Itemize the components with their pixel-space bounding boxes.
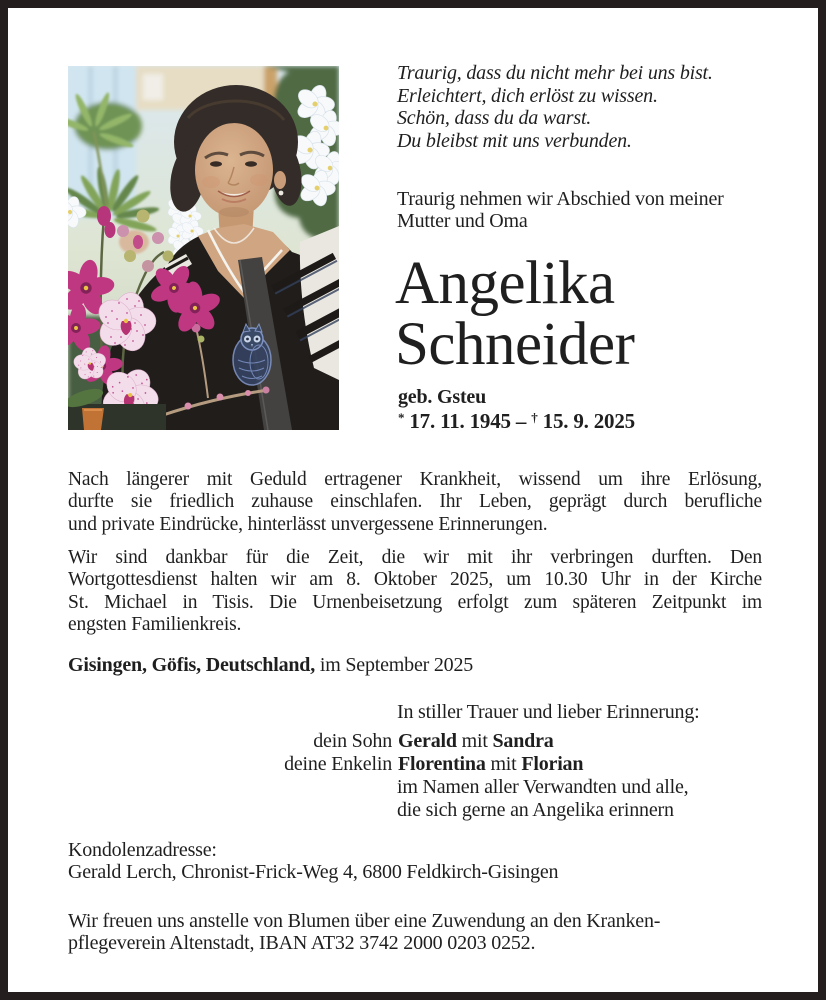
dates-separator: – bbox=[515, 409, 527, 433]
relatives-list bbox=[68, 730, 762, 775]
poem bbox=[397, 62, 713, 152]
poem-line: Erleichtert, dich erlöst zu wissen. bbox=[397, 84, 658, 107]
death-symbol: † bbox=[531, 410, 538, 425]
portrait-photo-illustration bbox=[68, 66, 339, 430]
donation-line: Wir freuen uns anstelle von Blumen über eine Zuwendung an den Kranken- bbox=[68, 910, 661, 932]
poem-line: Schön, dass du da warst. bbox=[397, 107, 592, 130]
obituary-paragraph bbox=[68, 469, 762, 536]
paragraph-line: Nach längerer mit Geduld ertragener Krankheit, wissend um ihre Erlösung, bbox=[68, 469, 762, 490]
relative-connector: mit bbox=[461, 730, 488, 752]
place-month: im September 2025 bbox=[319, 654, 474, 676]
relative-names bbox=[398, 753, 583, 776]
birth-date: 17. 11. 1945 bbox=[409, 409, 511, 433]
place-date-line bbox=[68, 654, 473, 677]
maiden-name: geb. Gsteu bbox=[398, 386, 487, 408]
relative-row bbox=[68, 753, 762, 776]
closing-line: die sich gerne an Angelika erinnern bbox=[397, 798, 674, 821]
relative-relation: dein Sohn bbox=[313, 730, 392, 752]
paragraph-line: St. Michael in Tisis. Die Urnenbeisetzung erfolgt zum späteren Zeitpunkt im bbox=[68, 591, 762, 613]
deceased-last-name: Schneider bbox=[395, 311, 635, 378]
obituary-paragraph bbox=[68, 547, 762, 637]
photo-tone-overlay bbox=[68, 66, 339, 430]
intro-line: Traurig nehmen wir Abschied von meiner bbox=[397, 188, 724, 210]
mourning-heading: In stiller Trauer und lieber Erinnerung: bbox=[397, 701, 700, 723]
relative-connector: mit bbox=[490, 752, 517, 775]
paragraph-line: und private Eindrücke, hinterlässt unvergessene Erinnerungen. bbox=[68, 513, 548, 535]
paragraph-line: Wir sind dankbar für die Zeit, die wir mit ihr verbringen durften. Den bbox=[68, 547, 762, 568]
poem-line: Traurig, dass du nicht mehr bei uns bist. bbox=[397, 62, 713, 84]
condolence-block bbox=[68, 839, 558, 884]
mourning-closing bbox=[397, 776, 688, 821]
relative-name: Florentina bbox=[398, 752, 486, 775]
donation-block bbox=[68, 910, 660, 955]
relative-name: Florian bbox=[521, 752, 584, 775]
condolence-label: Kondolenzadresse: bbox=[68, 839, 217, 861]
poem-line: Du bleibst mit uns verbunden. bbox=[397, 129, 632, 152]
relative-name: Sandra bbox=[492, 730, 554, 752]
relative-names bbox=[398, 730, 554, 753]
place-names: Gisingen, Göfis, Deutschland, bbox=[68, 654, 316, 676]
death-date: 15. 9. 2025 bbox=[542, 409, 635, 433]
intro-line: Mutter und Oma bbox=[397, 210, 528, 233]
relative-row bbox=[68, 730, 762, 753]
paragraph-line: engsten Familienkreis. bbox=[68, 614, 242, 636]
intro-text bbox=[397, 188, 787, 233]
portrait-photo bbox=[68, 66, 339, 430]
relative-relation: deine Enkelin bbox=[284, 752, 392, 775]
deceased-name bbox=[395, 250, 635, 378]
closing-line: im Namen aller Verwandten und alle, bbox=[397, 776, 689, 798]
relative-name: Gerald bbox=[398, 730, 457, 752]
paragraph-line: durfte sie friedlich zuhause einschlafen. Ihr Leben, geprägt durch berufliche bbox=[68, 491, 762, 513]
donation-line: pflegeverein Altenstadt, IBAN AT32 3742 2000 0203 0252. bbox=[68, 932, 536, 955]
condolence-address: Gerald Lerch, Chronist-Frick-Weg 4, 6800 Feldkirch-Gisingen bbox=[68, 861, 559, 884]
paragraph-line: Wortgottesdienst halten wir am 8. Oktober 2025, um 10.30 Uhr in der Kirche bbox=[68, 569, 762, 591]
life-dates bbox=[398, 409, 635, 434]
deceased-first-name: Angelika bbox=[395, 250, 615, 317]
birth-symbol: * bbox=[398, 410, 405, 425]
